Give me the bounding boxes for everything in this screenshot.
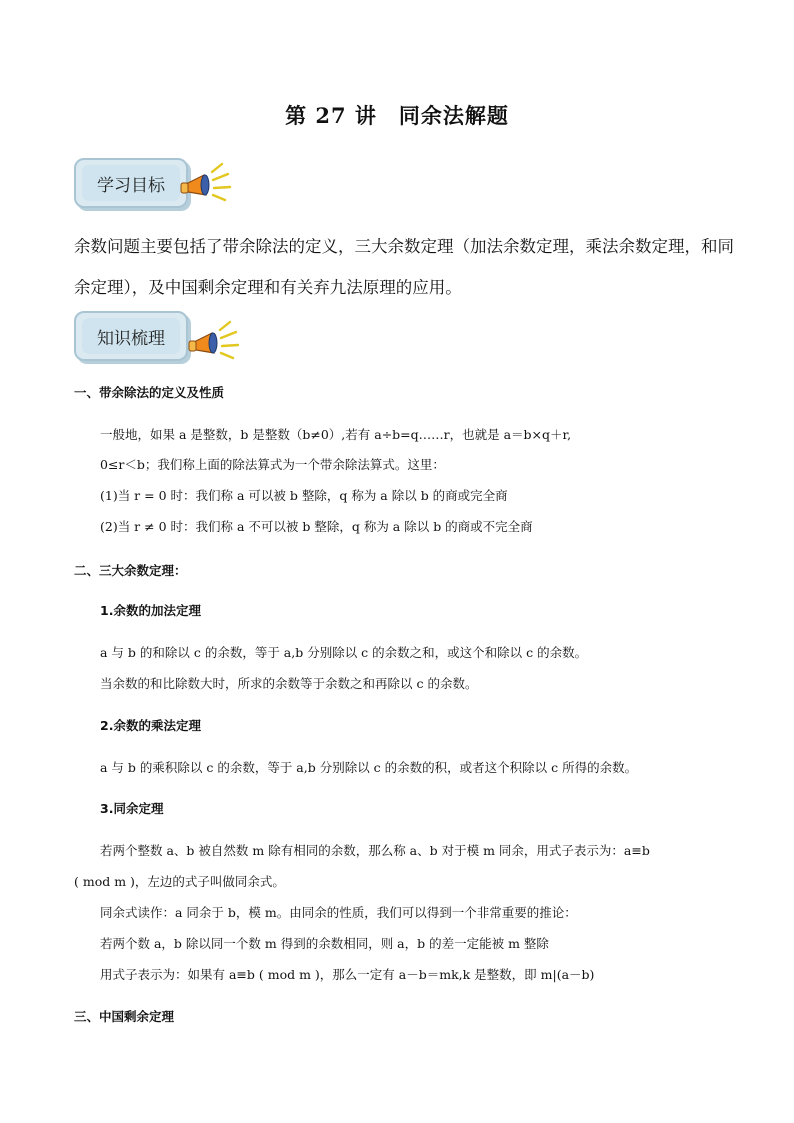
body-line: 同余式读作：a 同余于 b，模 m。由同余的性质，我们可以得到一个非常重要的推论：	[100, 905, 577, 920]
body-line: a 与 b 的和除以 c 的余数，等于 a,b 分别除以 c 的余数之和，或这个和除以 c 的余数。	[100, 645, 588, 660]
section-heading-chinese-remainder: 三、中国剩余定理	[74, 1009, 175, 1024]
body-line: 若两个数 a，b 除以同一个数 m 得到的余数相同，则 a，b 的差一定能被 m 整除	[100, 936, 549, 951]
page-title: 第 27 讲 同余法解题	[285, 103, 509, 128]
body-line: 若两个整数 a、b 被自然数 m 除有相同的余数，那么称 a、b 对于模 m 同余，用式子表示为：a≡b	[100, 843, 650, 858]
knowledge-summary-label: 知识梳理	[82, 318, 180, 354]
learning-goal-banner	[74, 158, 188, 208]
intro-paragraph: 余数问题主要包括了带余除法的定义，三大余数定理（加法余数定理，乘法余数定理，和同余定理），及中国剩余定理和有关弃九法原理的应用。	[74, 237, 734, 297]
subsection-heading-congruence: 3.同余定理	[100, 801, 164, 816]
body-line: (1)当 r = 0 时：我们称 a 可以被 b 整除，q 称为 a 除以 b 的商或完全商	[100, 488, 508, 503]
body-line: ( mod m )，左边的式子叫做同余式。	[74, 874, 285, 889]
body-line: 一般地，如果 a 是整数，b 是整数（b≠0）,若有 a÷b=q……r，也就是 a＝b×q＋r,	[100, 427, 572, 442]
body-line: 用式子表示为：如果有 a≡b ( mod m )，那么一定有 a－b＝mk,k 是整数，即 m|(a－b)	[100, 967, 595, 982]
megaphone-icon	[186, 318, 242, 364]
body-line: 0≤r＜b；我们称上面的除法算式为一个带余除法算式。这里：	[100, 457, 445, 472]
body-line: 当余数的和比除数大时，所求的余数等于余数之和再除以 c 的余数。	[100, 676, 478, 691]
knowledge-summary-banner	[74, 311, 188, 361]
subsection-heading-addition: 1.余数的加法定理	[100, 603, 201, 618]
body-line: a 与 b 的乘积除以 c 的余数，等于 a,b 分别除以 c 的余数的积，或者这个积除以 c 所得的余数。	[100, 760, 638, 775]
subsection-heading-multiplication: 2.余数的乘法定理	[100, 718, 201, 733]
section-heading-division: 一、带余除法的定义及性质	[74, 385, 225, 400]
learning-goal-label: 学习目标	[82, 165, 180, 201]
section-heading-remainder-theorems: 二、三大余数定理：	[74, 563, 187, 578]
megaphone-icon	[178, 160, 234, 206]
body-line: (2)当 r ≠ 0 时：我们称 a 不可以被 b 整除，q 称为 a 除以 b 的商或不完全商	[100, 519, 533, 534]
